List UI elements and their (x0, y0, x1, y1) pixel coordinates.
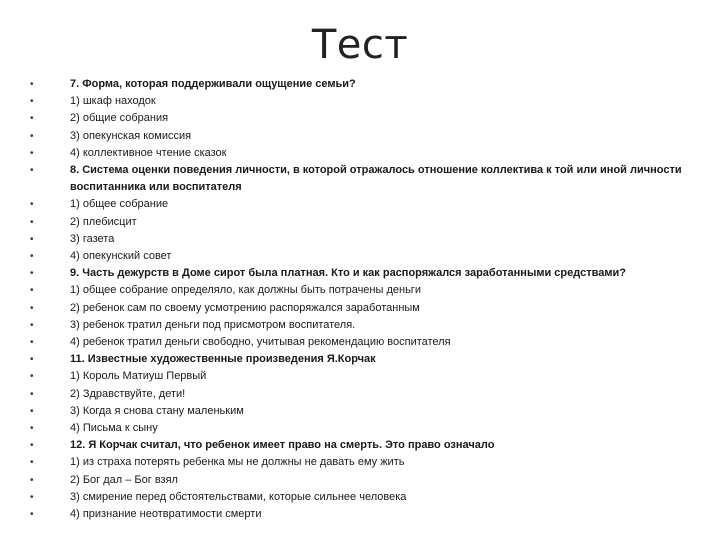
bullet-icon: • (30, 302, 34, 314)
bullet-icon: • (30, 354, 34, 366)
bullet-icon: • (30, 251, 34, 263)
bullet-icon: • (30, 216, 34, 228)
answer-option-item (30, 420, 700, 437)
bullet-icon: • (30, 113, 34, 125)
answer-option-text: 3) ребенок тратил деньги под присмотром воспитателя. (70, 318, 356, 331)
bullet-icon: • (30, 509, 34, 521)
answer-option-text: 3) смирение перед обстоятельствами, которые сильнее человека (70, 490, 407, 503)
bullet-icon: • (30, 199, 34, 211)
bullet-icon: • (30, 457, 34, 469)
answer-option-text: 4) Письма к сыну (70, 422, 158, 435)
answer-option-text: 1) общее собрание определяло, как должны быть потрачены деньги (70, 284, 421, 297)
answer-option-text: 1) общее собрание (70, 198, 169, 211)
answer-option-text: 4) ребенок тратил деньги свободно, учитывая рекомендацию воспитателя (70, 336, 451, 349)
answer-option-item (30, 110, 700, 127)
question-item (30, 437, 700, 454)
answer-option-text: 2) плебисцит (70, 215, 137, 228)
answer-option-text: 4) признание неотвратимости смерти (70, 508, 262, 521)
question-item (30, 162, 700, 196)
answer-option-text: 3) Когда я снова стану маленьким (70, 404, 244, 417)
answer-option-item (30, 282, 700, 299)
answer-option-item (30, 489, 700, 506)
question-item (30, 351, 700, 368)
bullet-icon: • (30, 268, 34, 280)
answer-option-text: 3) газета (70, 232, 115, 245)
answer-option-item (30, 454, 700, 471)
bullet-icon: • (30, 165, 34, 177)
answer-option-item (30, 300, 700, 317)
answer-option-item (30, 93, 700, 110)
question-list (30, 76, 700, 523)
question-text: 11. Известные художественные произведения Я.Корчак (70, 353, 376, 366)
bullet-icon: • (30, 474, 34, 486)
answer-option-item (30, 196, 700, 213)
bullet-icon: • (30, 337, 34, 349)
bullet-icon: • (30, 285, 34, 297)
bullet-icon: • (30, 491, 34, 503)
answer-option-item (30, 472, 700, 489)
question-text: 9. Часть дежурств в Доме сирот была платная. Кто и как распоряжался заработанными средствами? (70, 267, 626, 280)
bullet-icon: • (30, 79, 34, 90)
answer-option-text: 2) Бог дал – Бог взял (70, 473, 178, 486)
bullet-icon: • (30, 440, 34, 452)
answer-option-text: 4) коллективное чтение сказок (70, 146, 227, 159)
question-text: 7. Форма, которая поддерживали ощущение семьи? (70, 78, 356, 90)
answer-option-item (30, 128, 700, 145)
answer-option-text: 1) Король Матиуш Первый (70, 370, 207, 383)
answer-option-item (30, 231, 700, 248)
answer-option-item (30, 317, 700, 334)
answer-option-item (30, 145, 700, 162)
answer-option-text: 1) шкаф находок (70, 95, 156, 108)
bullet-icon: • (30, 388, 34, 400)
bullet-icon: • (30, 233, 34, 245)
answer-option-item (30, 214, 700, 231)
answer-option-item (30, 403, 700, 420)
answer-option-text: 1) из страха потерять ребенка мы не должны не давать ему жить (70, 456, 405, 469)
question-item (30, 265, 700, 282)
answer-option-text: 2) общие собрания (70, 112, 169, 125)
bullet-icon: • (30, 371, 34, 383)
answer-option-item (30, 248, 700, 265)
answer-option-item (30, 368, 700, 385)
answer-option-text: 2) ребенок сам по своему усмотрению распоряжался заработанным (70, 301, 420, 314)
answer-option-text: 3) опекунская комиссия (70, 129, 192, 142)
question-text: 8. Система оценки поведения личности, в которой отражалось отношение коллектива к той или иной личности воспитанника или воспитателя (70, 164, 682, 194)
answer-option-item (30, 386, 700, 403)
bullet-icon: • (30, 130, 34, 142)
answer-option-item (30, 334, 700, 351)
bullet-icon: • (30, 423, 34, 435)
answer-option-text: 4) опекунский совет (70, 250, 172, 263)
answer-option-text: 2) Здравствуйте, дети! (70, 387, 186, 400)
answer-option-item (30, 506, 700, 523)
bullet-icon: • (30, 405, 34, 417)
bullet-icon: • (30, 147, 34, 159)
bullet-icon: • (30, 319, 34, 331)
slide-title: Тест (311, 22, 409, 68)
bullet-icon: • (30, 96, 34, 108)
question-item (30, 76, 700, 93)
question-text: 12. Я Корчак считал, что ребенок имеет право на смерть. Это право означало (70, 439, 495, 452)
